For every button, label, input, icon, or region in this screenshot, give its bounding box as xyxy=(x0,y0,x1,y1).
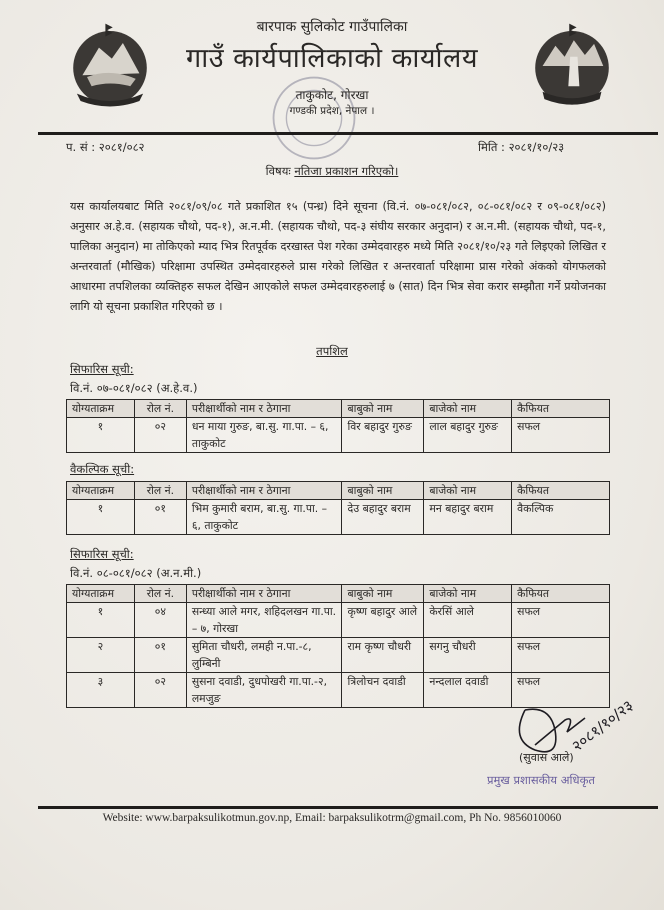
cell-rank: २ xyxy=(67,638,135,673)
issue-date: मिति : २०८१/१०/२३ xyxy=(478,140,565,154)
col-father: बाबुको नाम xyxy=(342,482,424,500)
subject-text: नतिजा प्रकाशन गरिएको। xyxy=(294,164,399,178)
col-father: बाबुको नाम xyxy=(342,585,424,603)
cell-name-address: सुमिता चौधरी, लमही न.पा.-८, लुम्बिनी xyxy=(186,638,342,673)
col-remarks: कैफियत xyxy=(512,400,610,418)
cell-name-address: भिम कुमारी बराम, बा.सु. गा.पा. – ६, ताकुकोट xyxy=(186,500,342,535)
col-rank: योग्यताक्रम xyxy=(67,400,135,418)
cell-grandfather: लाल बहादुर गुरुङ xyxy=(424,418,512,453)
table-header-row xyxy=(67,585,610,603)
col-roll: रोल नं. xyxy=(134,482,186,500)
cell-rank: १ xyxy=(67,603,135,638)
table-row xyxy=(67,418,610,453)
table-header-row xyxy=(67,482,610,500)
col-roll: रोल नं. xyxy=(134,585,186,603)
cell-roll: ०१ xyxy=(134,500,186,535)
section-3-list-title: सिफारिस सूची: xyxy=(70,547,134,561)
col-grandfather: बाजेको नाम xyxy=(424,482,512,500)
cell-father: विर बहादुर गुरुङ xyxy=(342,418,424,453)
cell-roll: ०४ xyxy=(134,603,186,638)
col-remarks: कैफियत xyxy=(512,482,610,500)
col-grandfather: बाजेको नाम xyxy=(424,585,512,603)
office-title: गाउँ कार्यपालिकाको कार्यालय xyxy=(186,43,478,74)
cell-rank: १ xyxy=(67,500,135,535)
section-2-table xyxy=(66,481,610,535)
details-heading: तपशिल xyxy=(316,344,348,358)
col-father: बाबुको नाम xyxy=(342,400,424,418)
cell-grandfather: नन्दलाल दवाडी xyxy=(424,673,512,708)
col-rank: योग्यताक्रम xyxy=(67,482,135,500)
footer-divider xyxy=(38,806,658,809)
cell-rank: ३ xyxy=(67,673,135,708)
cell-remarks: सफल xyxy=(512,418,610,453)
subject-label: विषयः xyxy=(265,164,291,178)
col-name-address: परीक्षार्थीको नाम र ठेगाना xyxy=(186,585,342,603)
address-line-1: ताकुकोट, गोरखा xyxy=(295,88,369,102)
notice-body: यस कार्यालयबाट मिति २०८१/०९/०८ गते प्रकाशित १५ (पन्ध्र) दिने सूचना (वि.नं. ०७-०८१/०८२, ०८-०८१/०८२ र ०९-०८१/०८२) अनुसार अ.हे.व. (सहायक चौथो, पद-१), अ.न.मी. (सहायक चौथो, पद-३ संघीय सरकार अनुदान) र अ.न.मी. (सहायक चौथो, पद-१, पालिका अनुदान) मा तोकिएको म्याद भित्र रितपूर्वक दरखास्त पेश गरेका उम्मेदवारहरु मध्ये मिति २०८१/१०/२३ गते लिइएको लिखित र अन्तरवार्ता (मौखिक) परिक्षामा उपस्थित उम्मेदवारहरुले प्रास गरेको लिखित र अन्तरवार्ता परिक्षामा प्रास गरेको अंकको योगफलको आधारमा तपशिलका व्यक्तिहरु सफल देखिन आएकोले सफल उम्मेदवारहरुलाई ७ (सात) दिन भित्र सेवा करार सम्झौता गर्ने प्रयोजनका लागि यो सूचना प्रकाशित गरिएको छ । xyxy=(70,200,606,313)
cell-remarks: सफल xyxy=(512,638,610,673)
section-1-table xyxy=(66,399,610,453)
table-row xyxy=(67,603,610,638)
col-name-address: परीक्षार्थीको नाम र ठेगाना xyxy=(186,482,342,500)
reference-number: प. सं : २०८१/०८२ xyxy=(66,140,145,154)
cell-father: देउ बहादुर बराम xyxy=(342,500,424,535)
signatory-title: प्रमुख प्रशासकीय अधिकृत xyxy=(487,773,595,787)
cell-father: राम कृष्ण चौधरी xyxy=(342,638,424,673)
cell-remarks: सफल xyxy=(512,673,610,708)
cell-name-address: सुसना दवाडी, दुधपोखरी गा.पा.-२, लमजुङ xyxy=(186,673,342,708)
cell-roll: ०२ xyxy=(134,418,186,453)
municipality-name: बारपाक सुलिकोट गाउँपालिका xyxy=(256,19,408,35)
table-row xyxy=(67,638,610,673)
cell-grandfather: सगनु चौधरी xyxy=(424,638,512,673)
cell-roll: ०१ xyxy=(134,638,186,673)
section-1-list-title: सिफारिस सूची: xyxy=(70,362,134,376)
table-row xyxy=(67,500,610,535)
col-remarks: कैफियत xyxy=(512,585,610,603)
cell-name-address: धन माया गुरुङ, बा.सु. गा.पा. – ६, ताकुकोट xyxy=(186,418,342,453)
cell-father: कृष्ण बहादुर आले xyxy=(342,603,424,638)
signatory-name: (सुवास आले) xyxy=(519,751,574,764)
cell-father: त्रिलोचन दवाडी xyxy=(342,673,424,708)
cell-name-address: सन्ध्या आले मगर, शहिदलखन गा.पा. – ७, गोरखा xyxy=(186,603,342,638)
table-header-row xyxy=(67,400,610,418)
cell-remarks: सफल xyxy=(512,603,610,638)
cell-roll: ०२ xyxy=(134,673,186,708)
subject-line xyxy=(0,164,664,179)
header-divider xyxy=(38,132,658,135)
cell-rank: १ xyxy=(67,418,135,453)
cell-grandfather: मन बहादुर बराम xyxy=(424,500,512,535)
section-3-ad-number: वि.नं. ०८-०८१/०८२ (अ.न.मी.) xyxy=(70,566,202,580)
col-name-address: परीक्षार्थीको नाम र ठेगाना xyxy=(186,400,342,418)
section-2-list-title: वैकल्पिक सूची: xyxy=(70,462,135,476)
footer-contact: Website: www.barpaksulikotmun.gov.np, Email: barpaksulikotrm@gmail.com, Ph No. 9856010060 xyxy=(102,812,562,824)
handwritten-date: २०८१/१०/२३ xyxy=(568,696,637,756)
cell-remarks: वैकल्पिक xyxy=(512,500,610,535)
section-1-ad-number: वि.नं. ०७-०८१/०८२ (अ.हे.व.) xyxy=(70,381,198,395)
col-rank: योग्यताक्रम xyxy=(67,585,135,603)
col-roll: रोल नं. xyxy=(134,400,186,418)
address-line-2: गण्डकी प्रदेश, नेपाल । xyxy=(289,105,375,117)
cell-grandfather: केरसिं आले xyxy=(424,603,512,638)
col-grandfather: बाजेको नाम xyxy=(424,400,512,418)
